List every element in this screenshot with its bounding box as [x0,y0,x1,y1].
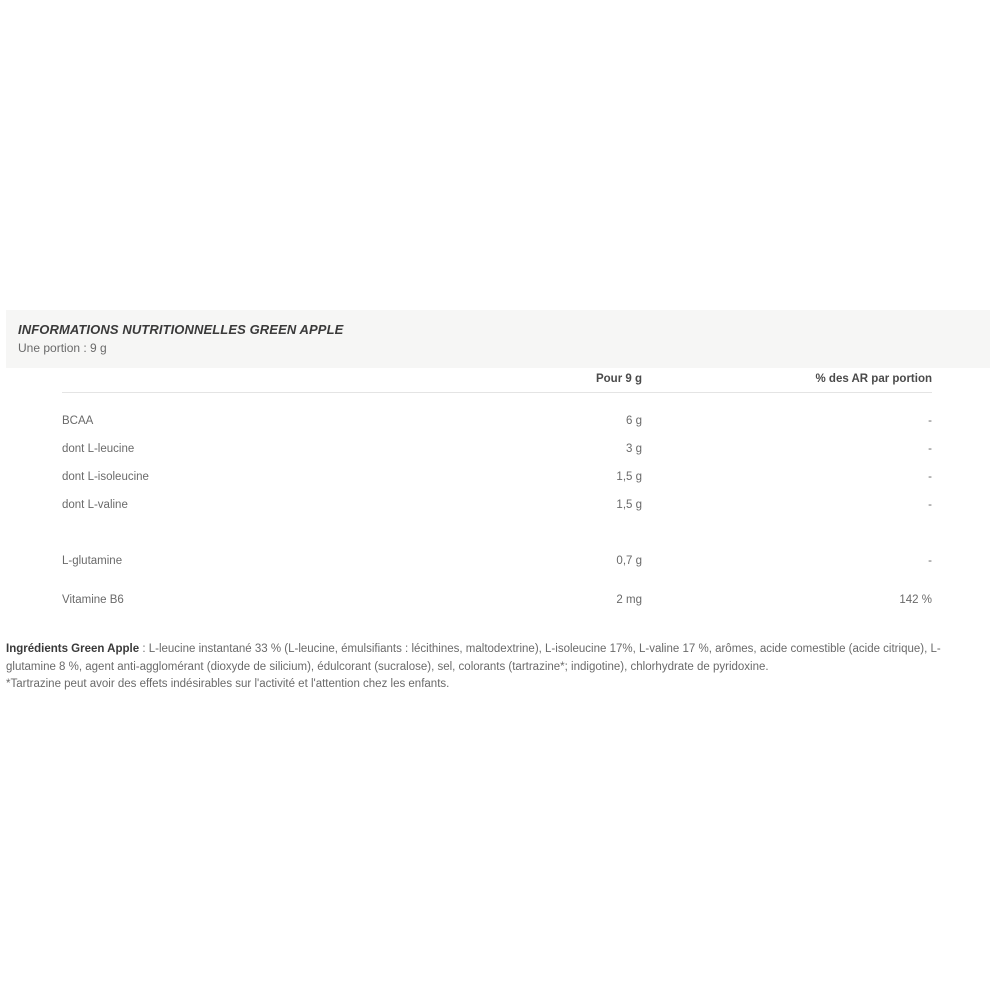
nutrition-title: INFORMATIONS NUTRITIONNELLES GREEN APPLE [18,322,344,337]
table-row [62,443,932,461]
row-amount: 6 g [626,415,642,427]
row-ar: 142 % [899,594,932,606]
ingredients-block [6,641,990,694]
row-ar: - [928,415,932,427]
nutrition-header [6,310,990,368]
column-header-amount: Pour 9 g [595,373,642,385]
ingredients-paragraph [6,641,990,676]
row-amount: 3 g [626,443,642,455]
row-name: BCAA [62,415,94,427]
row-ar: - [928,471,932,483]
row-name: dont L-valine [62,499,128,511]
row-name: Vitamine B6 [62,594,124,606]
row-name: dont L-isoleucine [62,471,149,483]
table-header [62,368,932,393]
table-row [62,415,932,433]
row-amount: 1,5 g [616,499,642,511]
table-row [62,594,932,612]
nutrition-table [62,368,932,606]
ingredients-text: : L-leucine instantané 33 % (L-leucine, émulsifiants : lécithines, maltodextrine), L-isoleucine 17%, L-valine 17 %, arômes, acide comestible (acide citrique), L-glutamine 8 %, agent anti-agglomérant (dioxyde de silicium), édulcorant (sucralose), sel, colorants (tartrazine*; indigotine), chlorhydrate de pyridoxine. [6,643,941,673]
table-row [62,555,932,573]
ingredients-label: Ingrédients Green Apple [6,643,140,655]
row-amount: 2 mg [616,594,642,606]
row-name: dont L-leucine [62,443,135,455]
row-ar: - [928,555,932,567]
table-row [62,499,932,517]
table-row [62,471,932,489]
tartrazine-note: *Tartrazine peut avoir des effets indésirables sur l'activité et l'attention chez les enfants. [6,678,450,690]
row-name: L-glutamine [62,555,123,567]
row-ar: - [928,499,932,511]
row-amount: 0,7 g [616,555,642,567]
row-ar: - [928,443,932,455]
row-amount: 1,5 g [616,471,642,483]
portion-size: Une portion : 9 g [18,341,107,355]
column-header-ar: % des AR par portion [815,373,932,385]
